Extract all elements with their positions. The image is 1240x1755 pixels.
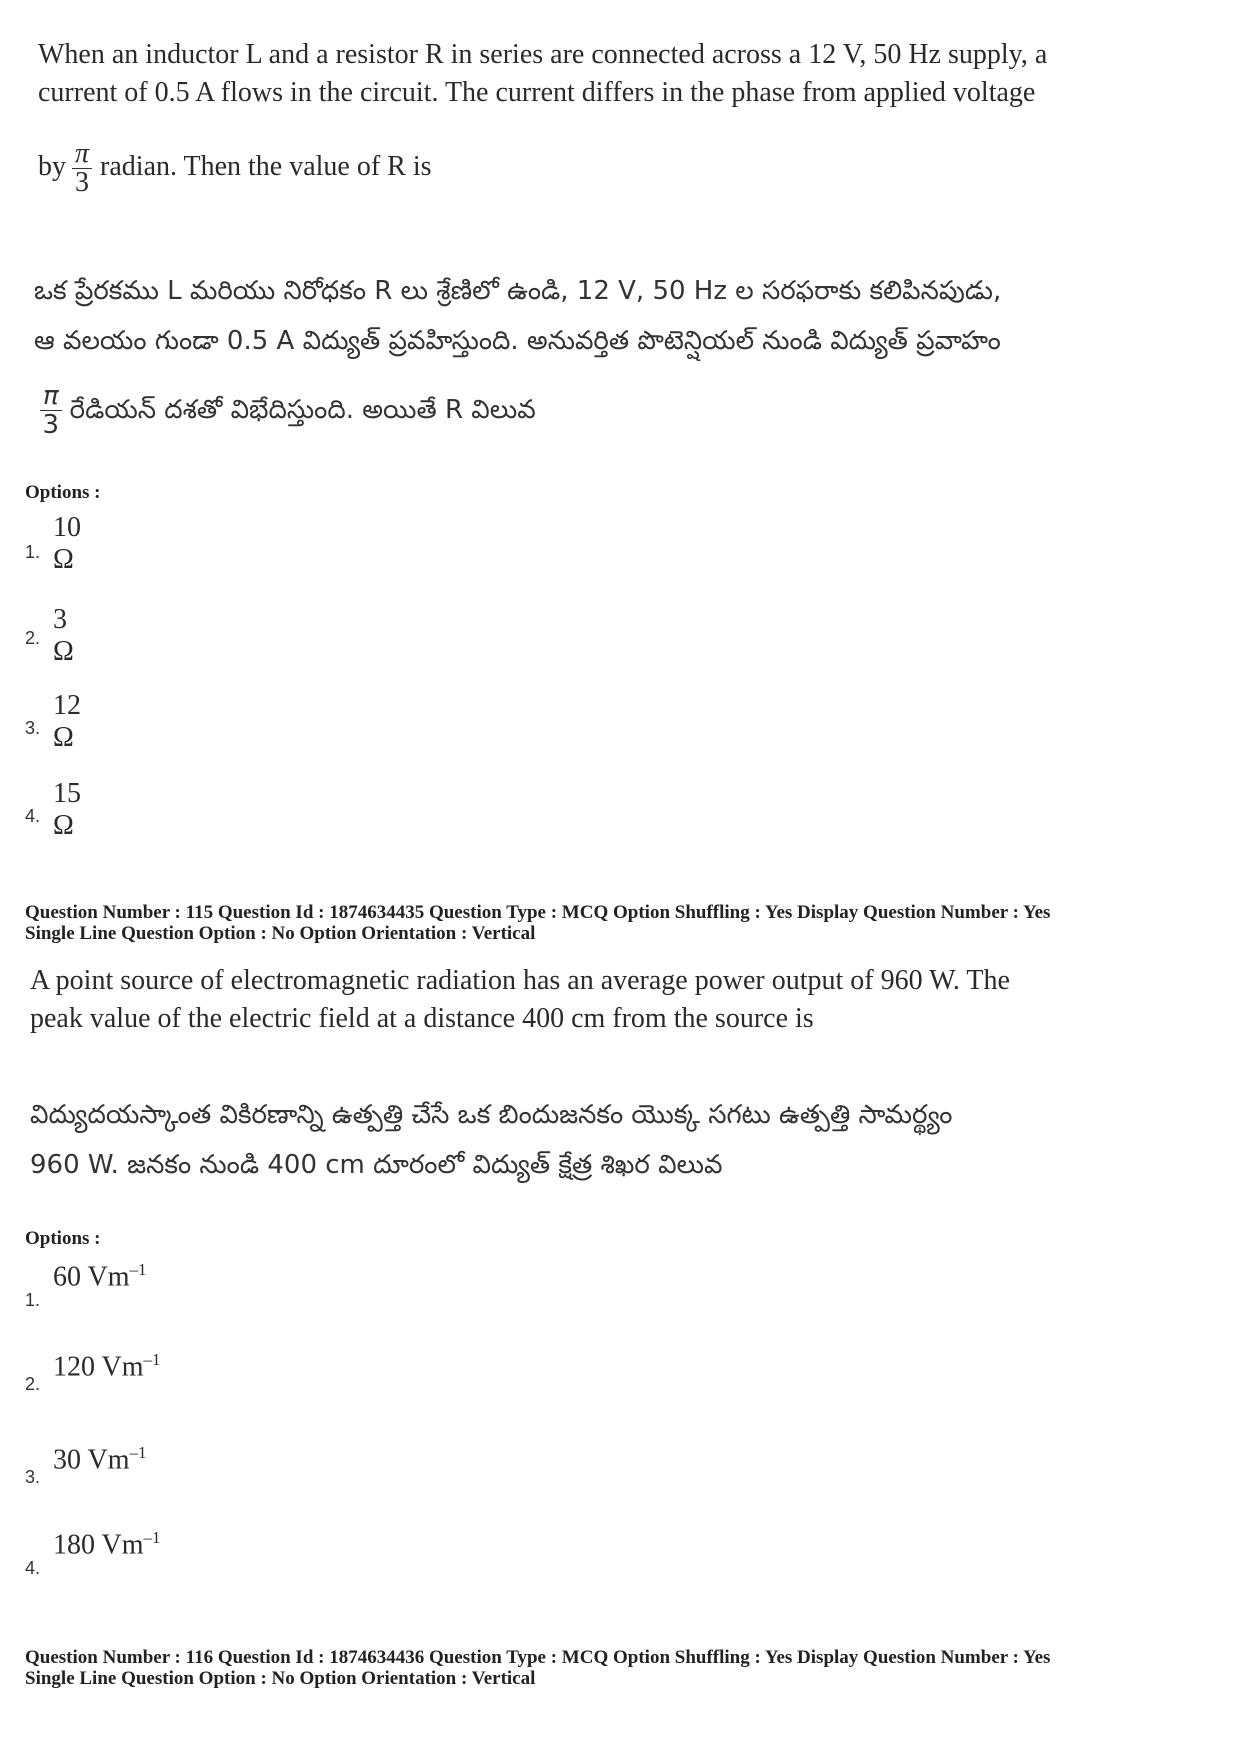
q114-by: by <box>38 150 66 182</box>
q115-text-line2: peak value of the electric field at a distance 400 cm from the source is <box>30 1003 814 1034</box>
option-value <box>53 1528 161 1561</box>
option-value: 3 Ω <box>53 604 74 667</box>
pi-over-3-fraction-telugu <box>40 382 62 439</box>
q115-meta <box>25 902 1050 944</box>
option-number-value: 30 <box>53 1444 81 1476</box>
fraction-denominator: 3 <box>42 410 60 440</box>
option-value: 12 Ω <box>53 690 81 753</box>
q114-telugu-line1: ఒక ప్రేరకము L మరియు నిరోధకం R లు శ్రేణిలో ఉండి, 12 V, 50 Hz ల సరఫరాకు కలిపినపుడు, <box>34 276 1002 306</box>
option-number-value: 60 <box>53 1261 81 1293</box>
option-number: 4. <box>25 806 41 826</box>
option-number: 3. <box>25 1467 41 1487</box>
option-number-value: 120 <box>53 1351 95 1383</box>
option-value <box>53 1260 147 1293</box>
q114-text-line3-row <box>38 140 432 197</box>
q115-options-label: Options : <box>25 1228 101 1249</box>
q116-meta-line2: Single Line Question Option : No Option Orientation : Vertical <box>25 1668 536 1689</box>
unit: Vm <box>101 1529 144 1561</box>
option-value <box>53 1350 161 1383</box>
q115-text-line1: A point source of electromagnetic radiation has an average power output of 960 W. The <box>30 965 1010 996</box>
unit-exponent: –1 <box>143 1528 161 1547</box>
q114-text-line1: When an inductor L and a resistor R in series are connected across a 12 V, 50 Hz supply, a <box>38 39 1048 70</box>
fraction-denominator: 3 <box>75 167 90 198</box>
q115-meta-line2: Single Line Question Option : No Option Orientation : Vertical <box>25 923 536 944</box>
q114-text-line3: radian. Then the value of R is <box>100 150 432 182</box>
q114-options-label: Options : <box>25 482 101 503</box>
option-number: 1. <box>25 542 41 562</box>
option-value: 10 Ω <box>53 512 81 575</box>
q115-meta-line1: Question Number : 115 Question Id : 1874634435 Question Type : MCQ Option Shuffling : Yes Display Question Number : Yes <box>25 902 1051 923</box>
q116-meta <box>25 1647 1050 1689</box>
option-number: 4. <box>25 1558 41 1578</box>
option-number: 1. <box>25 1290 41 1310</box>
option-number-value: 180 <box>53 1529 95 1561</box>
unit-exponent: –1 <box>129 1443 147 1462</box>
unit: Vm <box>101 1351 144 1383</box>
q115-question-text <box>30 962 1210 1038</box>
q114-question-text <box>38 36 1218 112</box>
q114-telugu-line3-row <box>34 382 536 439</box>
fraction-numerator: π <box>72 140 92 169</box>
unit-exponent: –1 <box>143 1350 161 1369</box>
pi-over-3-fraction <box>72 140 92 197</box>
option-value: 15 Ω <box>53 778 81 841</box>
q115-telugu-line1: విద్యుదయస్కాంత వికిరణాన్ని ఉత్పత్తి చేసే ఒక బిందుజనకం యొక్క సగటు ఉత్పత్తి సామర్థ్యం <box>30 1100 953 1130</box>
fraction-numerator: π <box>40 382 62 411</box>
option-number: 2. <box>25 1374 41 1394</box>
q114-telugu-text <box>34 266 1214 366</box>
q114-telugu-line2: ఆ వలయం గుండా 0.5 A విద్యుత్ ప్రవహిస్తుంది. అనువర్తిత పొటెన్షియల్ నుండి విద్యుత్ ప్రవాహం <box>34 326 1001 356</box>
unit: Vm <box>87 1261 130 1293</box>
q114-text-line2: current of 0.5 A flows in the circuit. The current differs in the phase from applied voltage <box>38 77 1036 108</box>
option-number: 2. <box>25 628 41 648</box>
unit: Vm <box>87 1444 130 1476</box>
q116-meta-line1: Question Number : 116 Question Id : 1874634436 Question Type : MCQ Option Shuffling : Yes Display Question Number : Yes <box>25 1647 1051 1668</box>
q115-telugu-line2: 960 W. జనకం నుండి 400 cm దూరంలో విద్యుత్ క్షేత్ర శిఖర విలువ <box>30 1150 723 1180</box>
q115-telugu-text <box>30 1090 1210 1190</box>
q114-telugu-line3: రేడియన్ దశతో విభేదిస్తుంది. అయితే R విలువ <box>69 395 536 425</box>
option-number: 3. <box>25 718 41 738</box>
unit-exponent: –1 <box>129 1260 147 1279</box>
option-value <box>53 1443 147 1476</box>
